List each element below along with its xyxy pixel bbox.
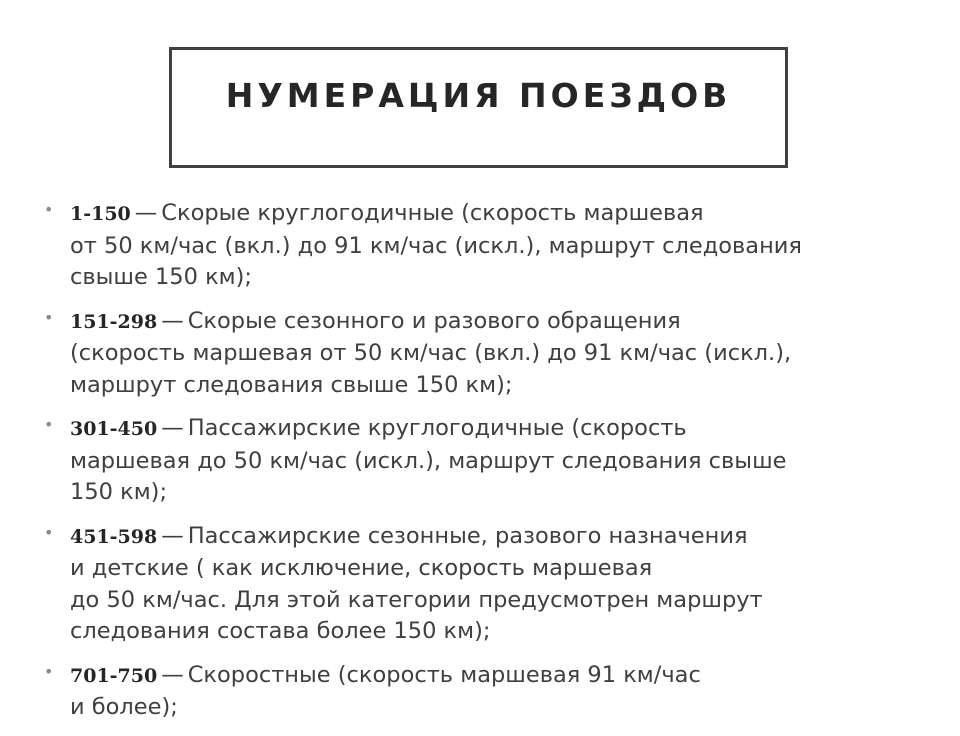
item-line: свыше 150 км);: [70, 264, 252, 290]
train-number-range: 151-298: [70, 310, 158, 333]
item-line: до 50 км/час. Для этой категории предусмотрен маршрут: [70, 586, 763, 613]
item-line: Скорые сезонного и разового обращения: [187, 307, 681, 334]
title-box: [169, 47, 788, 168]
train-number-range: 451-598: [70, 525, 158, 548]
item-line: маршевая до 50 км/час (искл.), маршрут следования свыше: [70, 447, 787, 474]
em-dash: —: [161, 307, 184, 334]
em-dash: —: [161, 415, 184, 441]
list-item: [44, 521, 924, 648]
item-line: Пассажирские круглогодичные (скорость: [187, 415, 687, 441]
list-item: [44, 306, 924, 402]
train-number-range: 1-150: [70, 203, 131, 225]
bullet-icon: •: [44, 200, 54, 219]
item-line: и более);: [70, 694, 178, 720]
bullet-icon: •: [44, 415, 54, 434]
train-number-range: 701-750: [70, 664, 158, 687]
item-line: и детские ( как исключение, скорость маршевая: [70, 555, 653, 581]
list-item: [44, 660, 924, 724]
bullet-icon: •: [44, 661, 54, 681]
list-item: [44, 413, 924, 509]
item-line: маршрут следования свыше 150 км);: [70, 371, 513, 398]
em-dash: —: [161, 661, 184, 688]
slide-title: НУМЕРАЦИЯ ПОЕЗДОВ: [225, 76, 732, 115]
bullet-icon: •: [44, 307, 54, 327]
item-line: Пассажирские сезонные, разового назначения: [187, 522, 748, 549]
item-line: от 50 км/час (вкл.) до 91 км/час (искл.), маршрут следования: [70, 232, 802, 259]
em-dash: —: [134, 200, 158, 226]
train-number-range: 301-450: [70, 418, 158, 440]
item-line: Скорые круглогодичные (скорость маршевая: [161, 200, 704, 226]
em-dash: —: [161, 522, 184, 549]
item-line: следования состава более 150 км);: [70, 618, 491, 644]
item-line: (скорость маршевая от 50 км/час (вкл.) до 91 км/час (искл.),: [70, 340, 792, 366]
item-line: 150 км);: [70, 479, 168, 505]
bullet-icon: •: [44, 522, 54, 542]
list-item: [44, 198, 924, 294]
bullet-list: [44, 198, 924, 736]
item-line: Скоростные (скорость маршевая 91 км/час: [187, 661, 701, 688]
